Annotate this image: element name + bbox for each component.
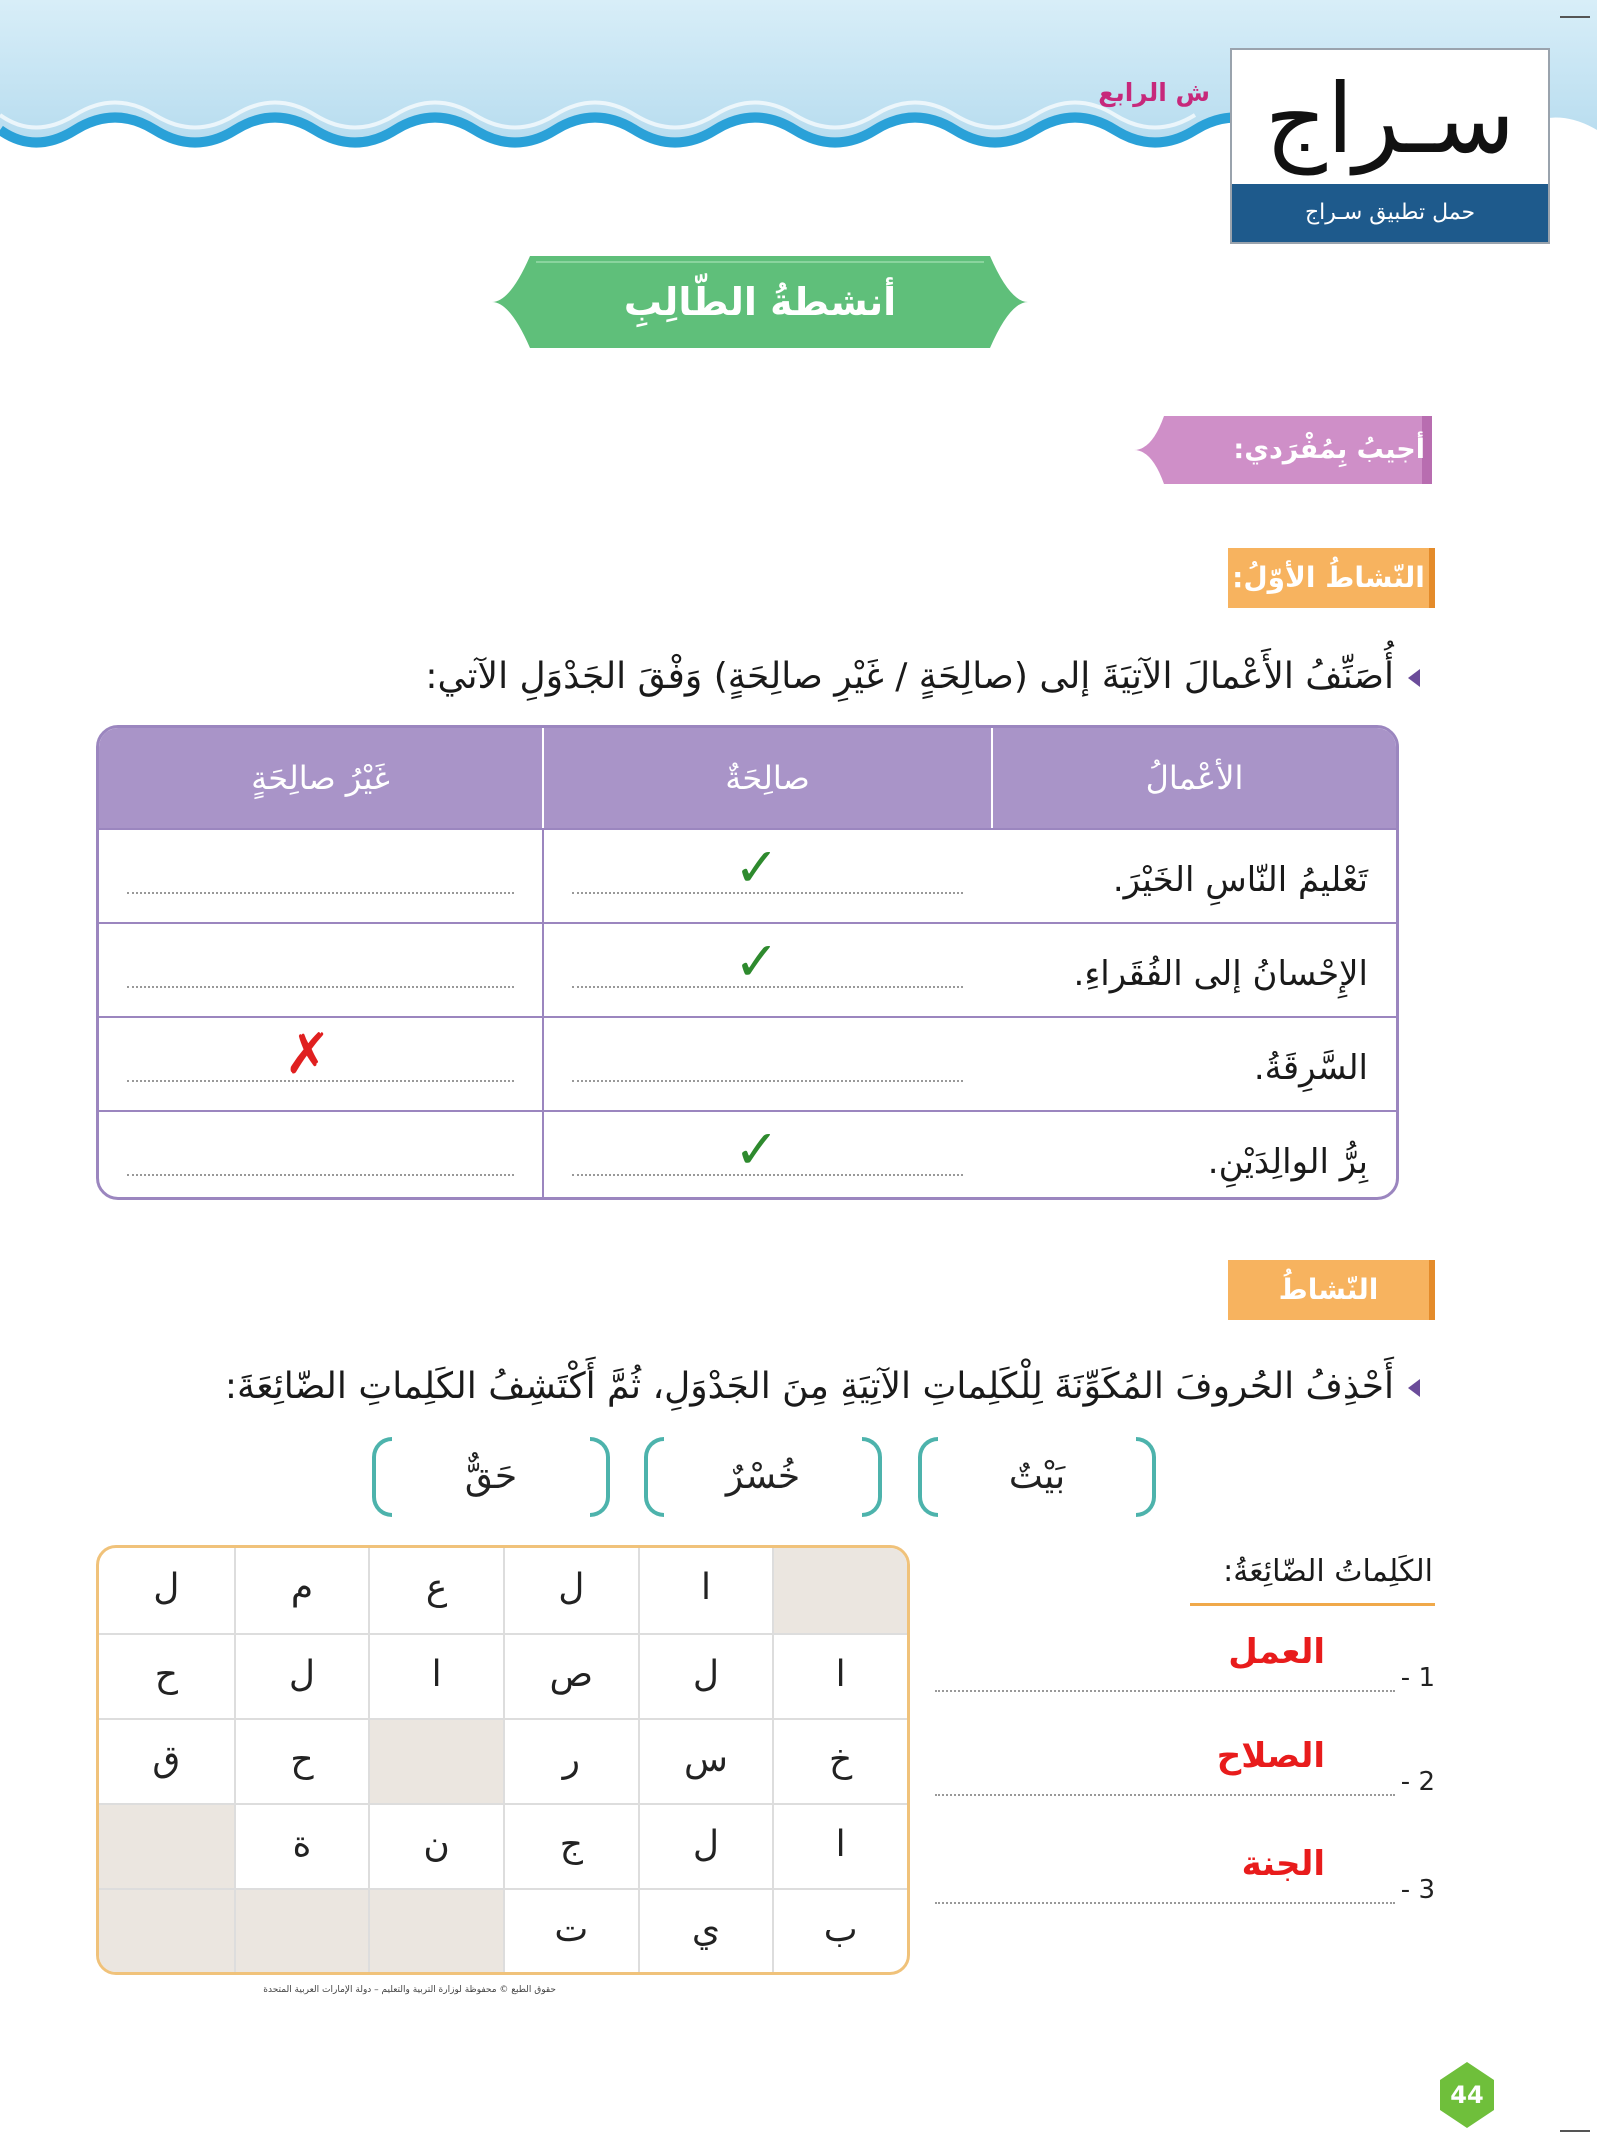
table-row: [99, 828, 1396, 922]
siraj-logo: [1230, 48, 1550, 244]
grid-cell[interactable]: ا: [638, 1548, 773, 1633]
section-title-banner: [490, 250, 1030, 354]
answer-line: [935, 1794, 1395, 1796]
activity-two-title: النّشاطُ الثّاني:: [1228, 1260, 1435, 1320]
grid-cell[interactable]: ع: [368, 1548, 503, 1633]
lost-word-line[interactable]: [935, 1736, 1435, 1812]
deed-cell: [991, 830, 1396, 922]
deed-text: السَّرِقَةُ.: [1253, 1048, 1368, 1088]
table-row: [99, 922, 1396, 1016]
good-cell[interactable]: [542, 924, 991, 1016]
header-not-good: غَيْرُ صالِحَةٍ: [251, 759, 390, 797]
grid-cell[interactable]: ي: [638, 1890, 773, 1973]
bracket-right: [1136, 1437, 1156, 1517]
lost-word-line[interactable]: [935, 1632, 1435, 1708]
answer-line: [572, 1080, 963, 1082]
individual-work-text: أجيبُ بِمُفْرَدي:: [1233, 434, 1425, 465]
grid-row: [99, 1888, 907, 1973]
answer-line: [127, 892, 514, 894]
answer-line: [935, 1690, 1395, 1692]
table-header: [99, 728, 1396, 828]
unit-label: ش الرابع: [1098, 78, 1210, 107]
grid-cell[interactable]: ل: [638, 1635, 773, 1718]
grid-cell[interactable]: ح: [154, 1654, 178, 1695]
answer-line: [127, 986, 514, 988]
check-mark-icon: ✓: [734, 1118, 780, 1181]
word-chip: [644, 1437, 882, 1517]
grid-cell[interactable]: م: [234, 1548, 369, 1633]
grid-cell[interactable]: ق: [152, 1739, 181, 1780]
grid-row: [99, 1633, 907, 1718]
deed-cell: [991, 924, 1396, 1016]
handwritten-answer: الجنة: [1241, 1844, 1325, 1884]
bullet-icon: [1408, 1379, 1420, 1397]
header-deeds: الأعْمالُ: [991, 728, 1396, 828]
grid-cell[interactable]: س: [638, 1720, 773, 1803]
page-edge-mark-top: [1560, 16, 1590, 18]
grid-cell[interactable]: ح: [234, 1720, 369, 1803]
grid-cell[interactable]: ة: [234, 1805, 369, 1888]
table-row: [99, 1016, 1396, 1110]
section-title: أنشطةُ الطّالِبِ: [623, 280, 897, 324]
cross-mark-icon: ✗: [284, 1022, 331, 1087]
not-good-cell[interactable]: [99, 924, 542, 1016]
good-cell[interactable]: [542, 1112, 991, 1200]
not-good-cell[interactable]: [99, 830, 542, 922]
letter-grid: [96, 1545, 910, 1975]
grid-cell[interactable]: [234, 1890, 369, 1973]
deed-cell: [991, 1018, 1396, 1110]
word-chip: [918, 1437, 1156, 1517]
bracket-left: [644, 1437, 664, 1517]
not-good-cell[interactable]: [99, 1112, 542, 1200]
activity-two-instruction: [150, 1360, 1420, 1414]
grid-cell[interactable]: [368, 1720, 503, 1803]
deed-text: بِرُّ الوالِدَيْنِ.: [1207, 1142, 1368, 1182]
activity-one-instruction-text: أُصَنِّفُ الأَعْمالَ الآتِيَةَ إلى (صالِحَةٍ / غَيْرِ صالِحَةٍ) وَفْقَ الجَدْوَلِ الآتي:: [425, 656, 1394, 697]
table-row: [99, 1110, 1396, 1200]
grid-cell[interactable]: [368, 1890, 503, 1973]
individual-work-label: [1130, 412, 1435, 488]
page-number-badge: [1432, 2060, 1502, 2130]
grid-cell[interactable]: ر: [503, 1720, 638, 1803]
grid-row: [99, 1803, 907, 1888]
good-cell[interactable]: [542, 830, 991, 922]
deed-text: تَعْليمُ النّاسِ الخَيْرَ.: [1112, 860, 1368, 900]
grid-cell[interactable]: ج: [503, 1805, 638, 1888]
deed-cell: [991, 1112, 1396, 1200]
grid-cell[interactable]: ل: [503, 1548, 638, 1633]
activity-two-instruction-text: أَحْذِفُ الحُروفَ المُكَوِّنَةَ لِلْكَلِماتِ الآتِيَةِ مِنَ الجَدْوَلِ، ثُمَّ أَكْتَشِفُ الكَلِماتِ الضّائِعَةَ:: [224, 1366, 1394, 1407]
grid-cell[interactable]: ا: [368, 1635, 503, 1718]
grid-row: [99, 1718, 907, 1803]
logo-wordmark: سـراج: [1264, 63, 1516, 175]
grid-cell[interactable]: ا: [772, 1805, 907, 1888]
lost-word-line[interactable]: [935, 1844, 1435, 1920]
classification-table: [96, 725, 1399, 1200]
logo-tagline: حمل تطبيق سـراج: [1232, 184, 1548, 242]
activity-one-title: النّشاطُ الأوّلُ:: [1228, 548, 1435, 608]
line-number: 3 -: [1400, 1875, 1435, 1905]
grid-cell[interactable]: ص: [503, 1635, 638, 1718]
grid-cell[interactable]: ل: [234, 1635, 369, 1718]
word-chip: [372, 1437, 610, 1517]
answer-line: [935, 1902, 1395, 1904]
good-cell[interactable]: [542, 1018, 991, 1110]
check-mark-icon: ✓: [734, 836, 780, 899]
grid-cell[interactable]: ل: [638, 1805, 773, 1888]
copyright-note: حقوق الطبع © محفوظة لوزارة التربية والتعليم – دولة الإمارات العربية المتحدة: [263, 1985, 556, 1995]
handwritten-answer: العمل: [1228, 1632, 1325, 1672]
grid-cell[interactable]: ل: [153, 1567, 180, 1608]
bracket-left: [372, 1437, 392, 1517]
bracket-left: [918, 1437, 938, 1517]
line-number: 2 -: [1400, 1767, 1435, 1797]
answer-line: [127, 1174, 514, 1176]
page-edge-mark-bottom: [1560, 2130, 1590, 2132]
lost-words-underline: [1190, 1603, 1435, 1606]
page-number: 44: [1450, 2081, 1484, 2109]
grid-cell[interactable]: ب: [772, 1890, 907, 1973]
grid-cell[interactable]: [772, 1548, 907, 1633]
not-good-cell[interactable]: [99, 1018, 542, 1110]
header-good: صالِحَةٌ: [542, 728, 991, 828]
grid-cell[interactable]: [99, 1890, 234, 1973]
bracket-right: [590, 1437, 610, 1517]
activity-one-instruction: [380, 650, 1420, 704]
grid-cell[interactable]: خ: [772, 1720, 907, 1803]
grid-cell[interactable]: ن: [368, 1805, 503, 1888]
word-text: بَيْتٌ: [1008, 1456, 1066, 1497]
check-mark-icon: ✓: [734, 930, 780, 993]
bullet-icon: [1408, 669, 1420, 687]
grid-row: [99, 1548, 907, 1633]
line-number: 1 -: [1400, 1663, 1435, 1693]
deed-text: الإِحْسانُ إلى الفُقَراءِ.: [1073, 954, 1368, 994]
word-text: خُسْرٌ: [725, 1456, 801, 1497]
lost-words-title: الكَلِماتُ الضّائِعَةُ:: [1223, 1554, 1433, 1589]
grid-cell[interactable]: ت: [503, 1890, 638, 1973]
bracket-right: [862, 1437, 882, 1517]
grid-cell[interactable]: ا: [772, 1635, 907, 1718]
handwritten-answer: الصلاح: [1216, 1736, 1325, 1776]
word-text: حَقٌّ: [464, 1456, 518, 1497]
grid-cell[interactable]: [99, 1805, 234, 1888]
